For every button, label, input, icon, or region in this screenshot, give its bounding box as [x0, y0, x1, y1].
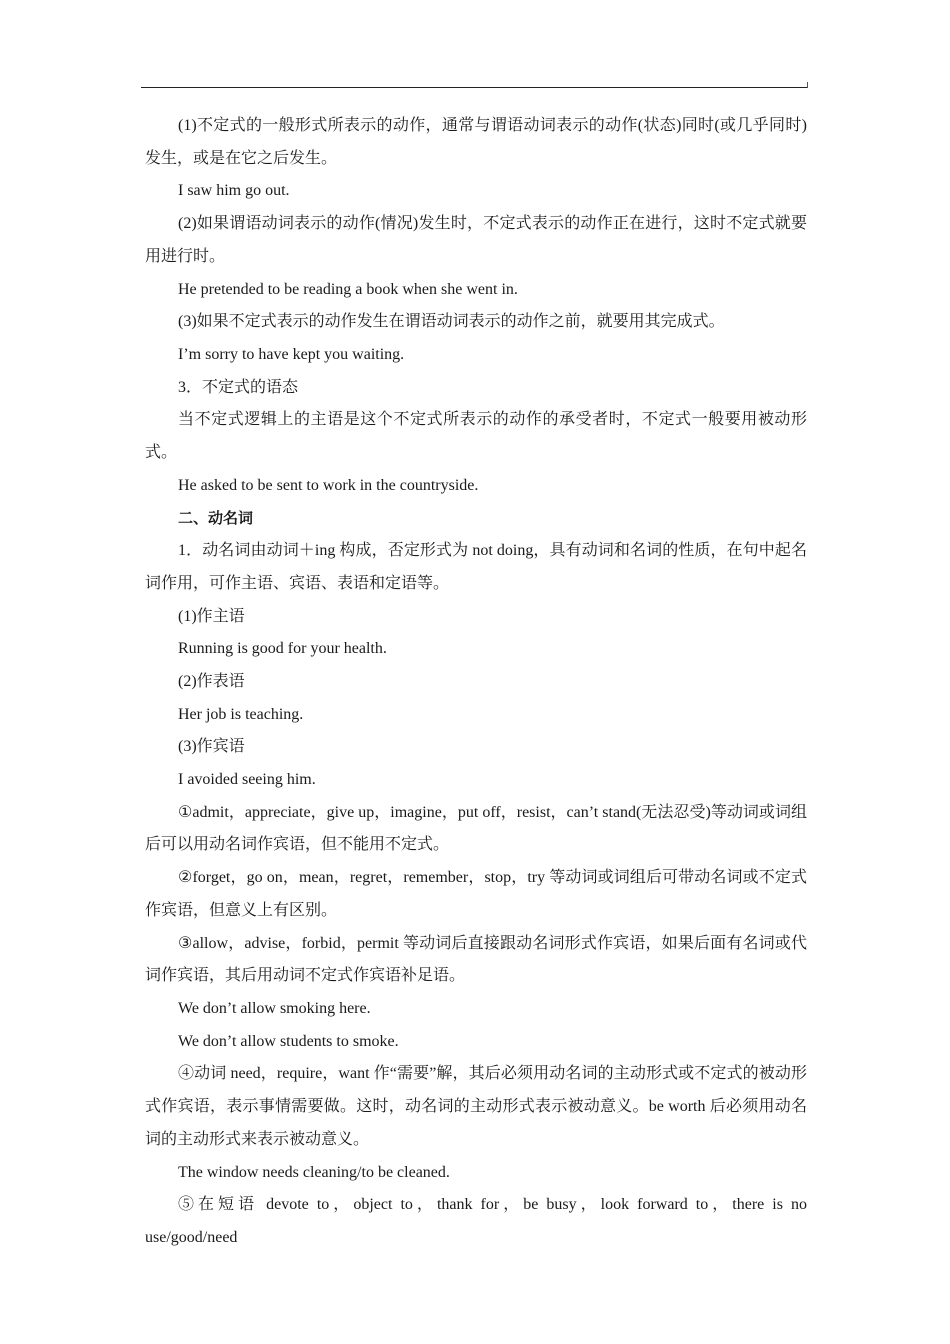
rule-item-5: ⑤在短语 devote to，object to，thank for，be busy，look forward to，there is no use/good/need — [145, 1196, 807, 1246]
paragraph-infinitive-perfect: (3)如果不定式表示的动作发生在谓语动词表示的动作之前，就要用其完成式。 — [178, 313, 725, 331]
header-tick-mark — [807, 82, 808, 88]
example-sentence: The window needs cleaning/to be cleaned. — [178, 1163, 450, 1181]
subheading-as-predicative: (2)作表语 — [178, 672, 245, 690]
example-sentence: We don’t allow smoking here. — [178, 999, 371, 1017]
rule-item-4: ④动词 need，require，want 作“需要”解，其后必须用动名词的主动形式或不定式的被动形式作宾语，表示事情需要做。这时，动名词的主动形式表示被动意义。be worth 后必须用动名词的主动形式来表示被动意义。 — [145, 1065, 807, 1148]
example-sentence: Running is good for your health. — [178, 640, 387, 658]
example-sentence: I avoided seeing him. — [178, 771, 316, 789]
rule-item-1: ①admit，appreciate，give up，imagine，put off，resist，can’t stand(无法忍受)等动词或词组后可以用动名词作宾语，但不能用不定式。 — [145, 803, 807, 854]
example-sentence: He asked to be sent to work in the countryside. — [178, 476, 479, 494]
document-body — [145, 110, 807, 1255]
section-title-infinitive-voice: 3．不定式的语态 — [178, 378, 299, 396]
example-sentence: He pretended to be reading a book when she went in. — [178, 280, 518, 298]
paragraph-infinitive-simple-form: (1)不定式的一般形式所表示的动作，通常与谓语动词表示的动作(状态)同时(或几乎同时)发生，或是在它之后发生。 — [145, 117, 807, 167]
rule-item-2: ②forget，go on，mean，regret，remember，stop，try 等动词或词组后可带动名词或不定式作宾语，但意义上有区别。 — [145, 869, 807, 919]
rule-item-3: ③allow，advise，forbid，permit 等动词后直接跟动名词形式作宾语，如果后面有名词或代词作宾语，其后用动词不定式作宾语补足语。 — [145, 934, 807, 985]
header-rule — [141, 87, 808, 88]
example-sentence: I saw him go out. — [178, 182, 290, 200]
example-sentence: Her job is teaching. — [178, 705, 304, 723]
subheading-as-object: (3)作宾语 — [178, 738, 245, 756]
example-sentence: I’m sorry to have kept you waiting. — [178, 345, 405, 363]
paragraph-infinitive-passive: 当不定式逻辑上的主语是这个不定式所表示的动作的承受者时，不定式一般要用被动形式。 — [145, 411, 807, 462]
paragraph-infinitive-progressive: (2)如果谓语动词表示的动作(情况)发生时，不定式表示的动作正在进行，这时不定式就要用进行时。 — [145, 215, 807, 265]
section-heading-gerund: 二、动名词 — [178, 509, 254, 528]
subheading-as-subject: (1)作主语 — [178, 607, 245, 625]
paragraph-gerund-definition: 1．动名词由动词＋ing 构成，否定形式为 not doing，具有动词和名词的性质，在句中起名词作用，可作主语、宾语、表语和定语等。 — [145, 542, 807, 592]
example-sentence: We don’t allow students to smoke. — [178, 1032, 399, 1050]
